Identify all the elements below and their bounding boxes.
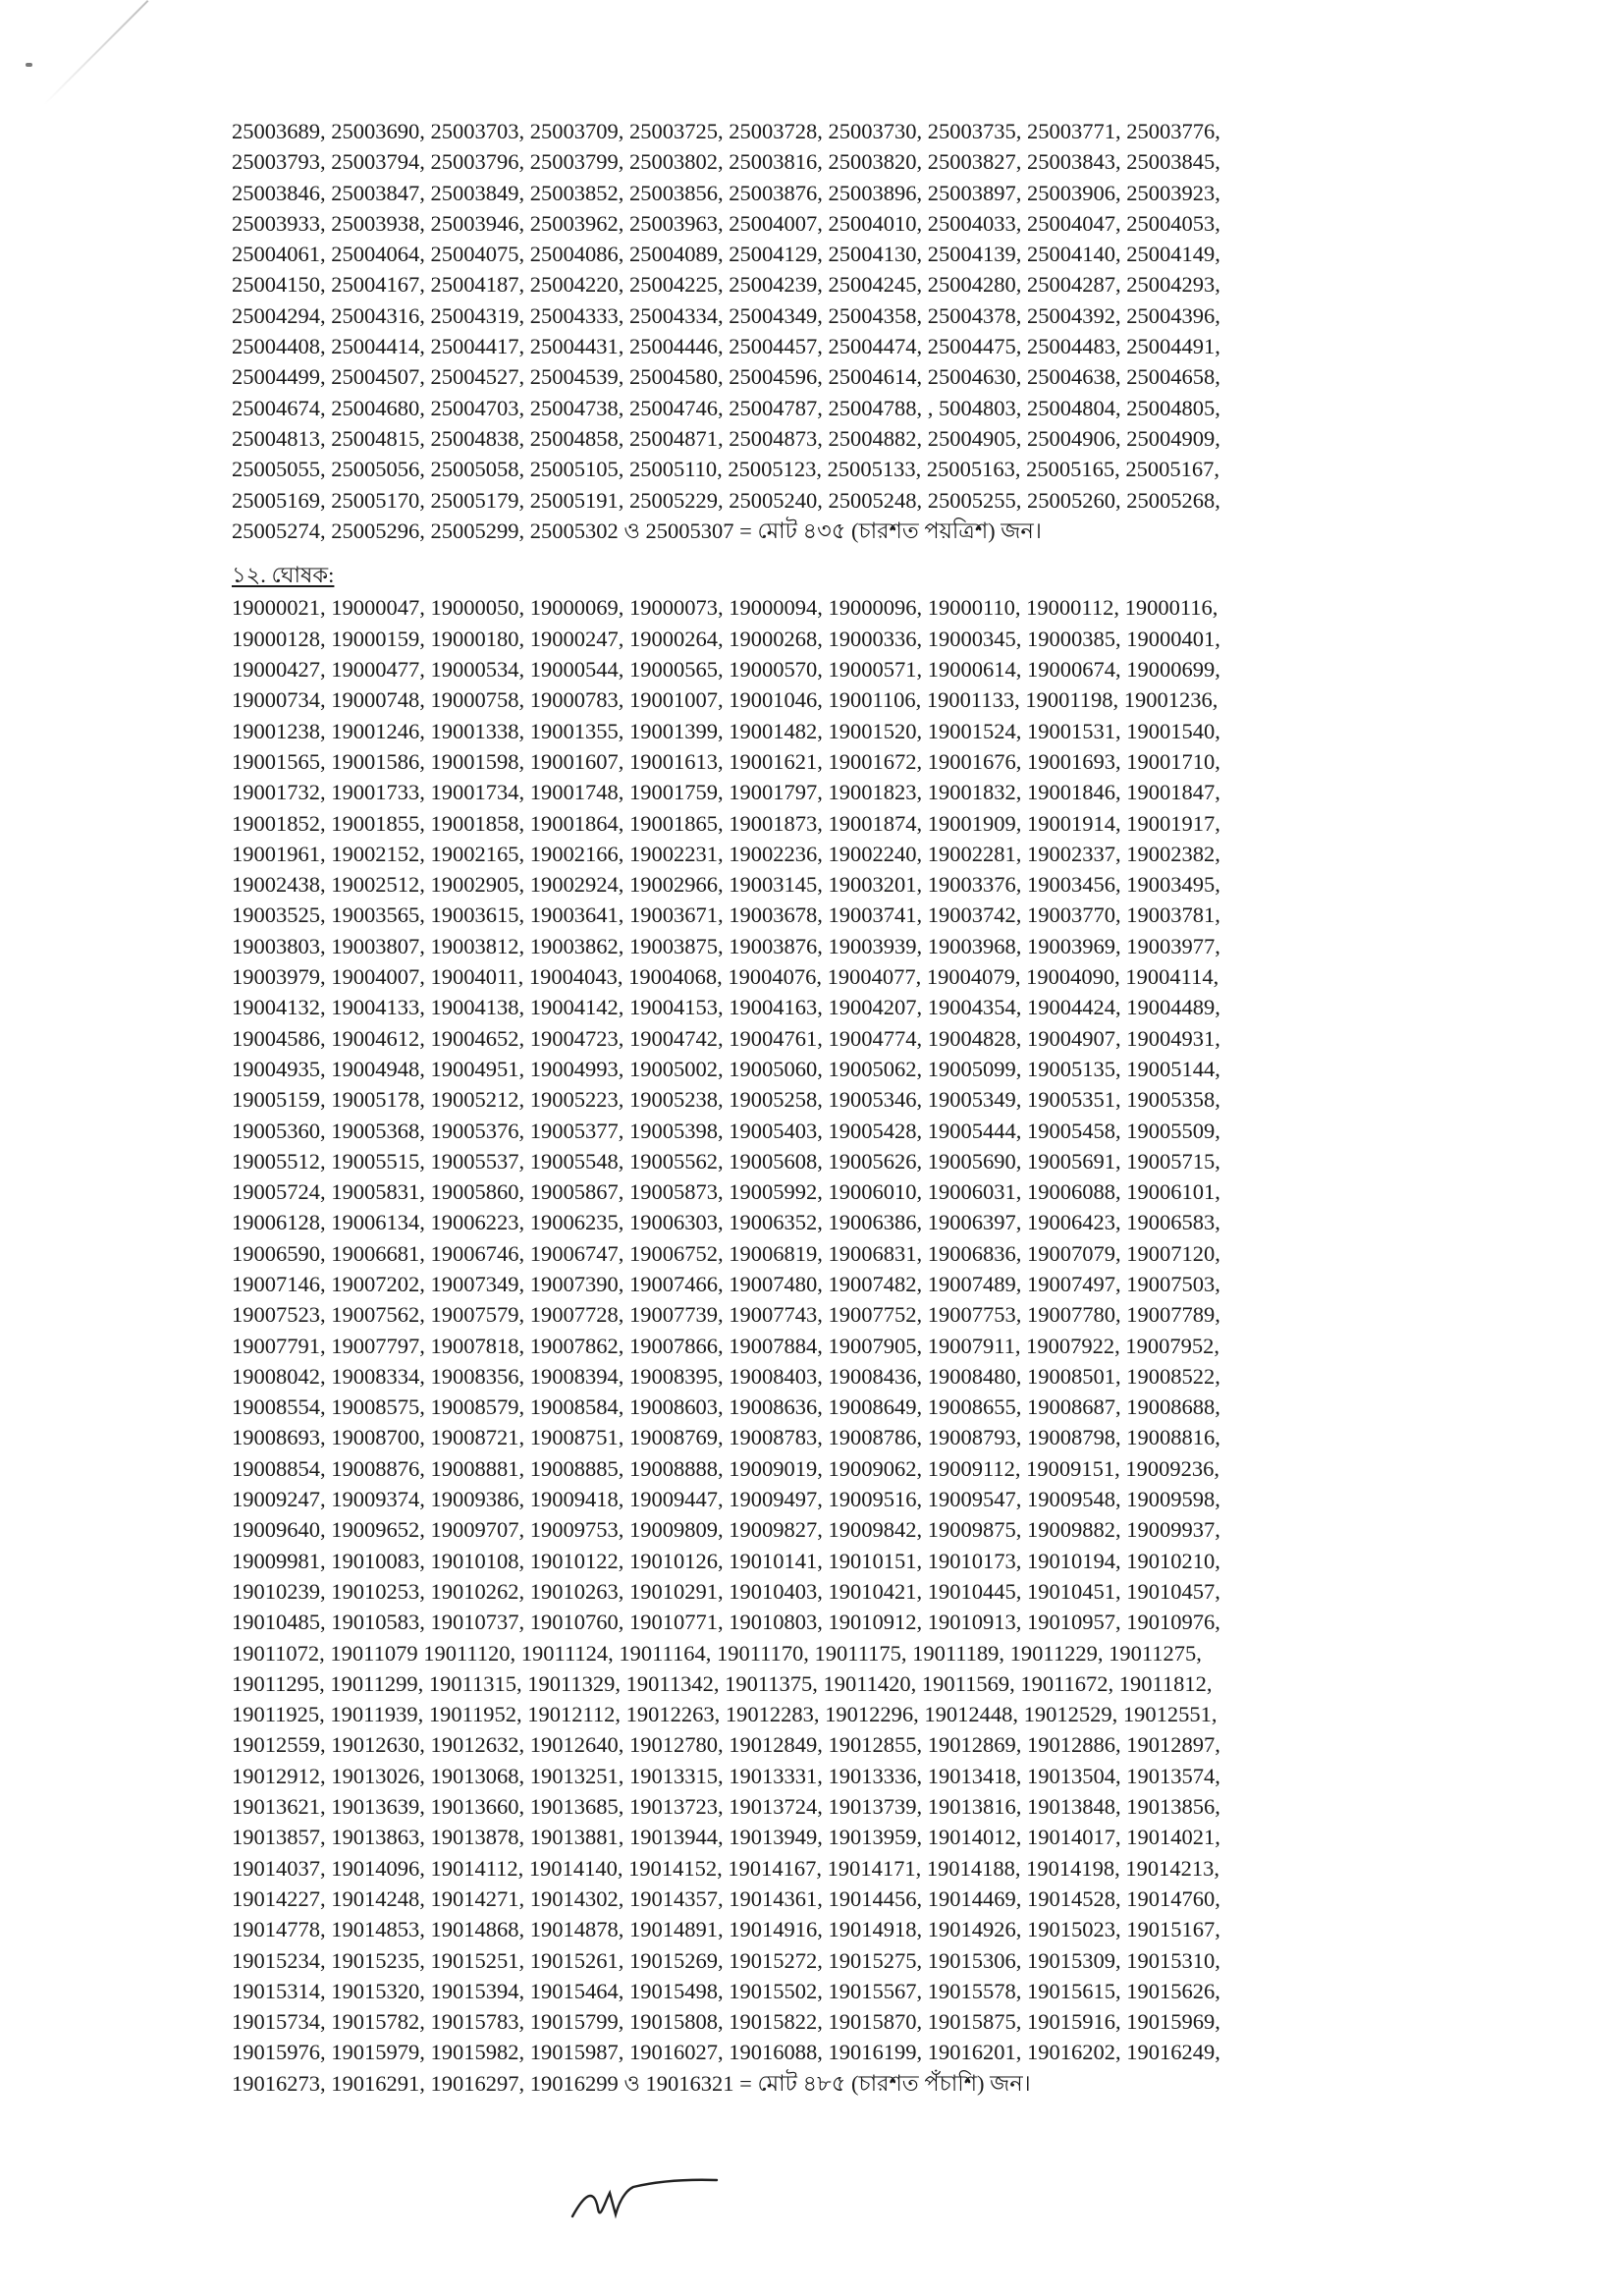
roll-number-line: 19010239, 19010253, 19010262, 19010263, 19010291, 19010403, 19010421, 19010445, 19010451, 19010457, — [232, 1578, 1220, 1604]
roll-number-line: 25004499, 25004507, 25004527, 25004539, 25004580, 25004596, 25004614, 25004630, 25004638, 25004658, — [232, 364, 1220, 390]
roll-number-line: 19003803, 19003807, 19003812, 19003862, 19003875, 19003876, 19003939, 19003968, 19003969, 19003977, — [232, 933, 1220, 958]
roll-number-line: 19014227, 19014248, 19014271, 19014302, 19014357, 19014361, 19014456, 19014469, 19014528, 19014760, — [232, 1885, 1220, 1911]
roll-number-line: 19001238, 19001246, 19001338, 19001355, 19001399, 19001482, 19001520, 19001524, 19001531, 19001540, — [232, 718, 1220, 743]
roll-number-line: 19000128, 19000159, 19000180, 19000247, 19000264, 19000268, 19000336, 19000345, 19000385, 19000401, — [232, 626, 1220, 651]
roll-number-line: 25003689, 25003690, 25003703, 25003709, 25003725, 25003728, 25003730, 25003735, 25003771, 25003776, — [232, 119, 1220, 143]
roll-number-line: 19000734, 19000748, 19000758, 19000783, 19001007, 19001046, 19001106, 19001133, 19001198, 19001236, — [232, 687, 1218, 713]
roll-number-line: 25005274, 25005296, 25005299, 25005302 ও 25005307 = মোট ৪৩৫ (চারশত পয়ত্রিশ) জন। — [232, 518, 1042, 543]
roll-list-section-b — [232, 592, 1469, 2099]
roll-number-line: 25004061, 25004064, 25004075, 25004086, 25004089, 25004129, 25004130, 25004139, 25004140, 25004149, — [232, 242, 1220, 267]
roll-number-line: 25004674, 25004680, 25004703, 25004738, 25004746, 25004787, 25004788, , 5004803, 25004804, 25004805, — [232, 395, 1220, 420]
roll-number-line: 19007146, 19007202, 19007349, 19007390, 19007466, 19007480, 19007482, 19007489, 19007497, 19007503, — [232, 1271, 1220, 1296]
roll-number-line: 19015314, 19015320, 19015394, 19015464, 19015498, 19015502, 19015567, 19015578, 19015615, 19015626, — [232, 1978, 1220, 2003]
roll-number-line: 19010485, 19010583, 19010737, 19010760, 19010771, 19010803, 19010912, 19010913, 19010957, 19010976, — [232, 1610, 1220, 1635]
section-heading-announcer — [232, 560, 1469, 590]
roll-number-line: 19011925, 19011939, 19011952, 19012112, 19012263, 19012283, 19012296, 19012448, 19012529, 19012551, — [232, 1702, 1218, 1727]
roll-number-line: 19002438, 19002512, 19002905, 19002924, 19002966, 19003145, 19003201, 19003376, 19003456, 19003495, — [232, 872, 1220, 898]
document-body — [232, 116, 1469, 2099]
roll-number-line: 19005360, 19005368, 19005376, 19005377, 19005398, 19005403, 19005428, 19005444, 19005458, 19005509, — [232, 1118, 1220, 1143]
roll-number-line: 19014037, 19014096, 19014112, 19014140, 19014152, 19014167, 19014171, 19014188, 19014198, 19014213, — [232, 1855, 1220, 1881]
scan-speck — [26, 63, 32, 67]
roll-number-line: 19005724, 19005831, 19005860, 19005867, 19005873, 19005992, 19006010, 19006031, 19006088, 19006101, — [232, 1179, 1220, 1205]
roll-number-line: 19009247, 19009374, 19009386, 19009418, 19009447, 19009497, 19009516, 19009547, 19009548, 19009598, — [232, 1487, 1220, 1512]
roll-number-line: 25005055, 25005056, 25005058, 25005105, 25005110, 25005123, 25005133, 25005163, 25005165, 25005167, — [232, 457, 1220, 482]
roll-number-line: 25004408, 25004414, 25004417, 25004431, 25004446, 25004457, 25004474, 25004475, 25004483, 25004491, — [232, 334, 1220, 359]
roll-number-line: 19012912, 19013026, 19013068, 19013251, 19013315, 19013331, 19013336, 19013418, 19013504, 19013574, — [232, 1763, 1220, 1788]
roll-number-line: 19015734, 19015782, 19015783, 19015799, 19015808, 19015822, 19015870, 19015875, 19015916, 19015969, — [232, 2009, 1220, 2035]
roll-number-line: 19008854, 19008876, 19008881, 19008885, 19008888, 19009019, 19009062, 19009112, 19009151, 19009236, — [232, 1455, 1220, 1481]
roll-number-line: 19000021, 19000047, 19000050, 19000069, 19000073, 19000094, 19000096, 19000110, 19000112, 19000116, — [232, 595, 1218, 621]
roll-number-line: 25004813, 25004815, 25004838, 25004858, 25004871, 25004873, 25004882, 25004905, 25004906, 25004909, — [232, 425, 1220, 451]
roll-list-section-a — [232, 116, 1469, 546]
roll-number-line: 19011295, 19011299, 19011315, 19011329, 19011342, 19011375, 19011420, 19011569, 19011672, 19011812, — [232, 1670, 1213, 1696]
roll-number-line: 19014778, 19014853, 19014868, 19014878, 19014891, 19014916, 19014918, 19014926, 19015023, 19015167, — [232, 1917, 1220, 1942]
roll-number-line: 19006590, 19006681, 19006746, 19006747, 19006752, 19006819, 19006831, 19006836, 19007079, 19007120, — [232, 1240, 1220, 1266]
roll-number-line: 19009981, 19010083, 19010108, 19010122, 19010126, 19010141, 19010151, 19010173, 19010194, 19010210, — [232, 1548, 1220, 1573]
roll-number-line: 25003846, 25003847, 25003849, 25003852, 25003856, 25003876, 25003896, 25003897, 25003906, 25003923, — [232, 180, 1220, 205]
roll-number-line: 19016273, 19016291, 19016297, 19016299 ও 19016321 = মোট ৪৮৫ (চারশত পঁচাশি) জন। — [232, 2070, 1031, 2096]
roll-number-line: 19004132, 19004133, 19004138, 19004142, 19004153, 19004163, 19004207, 19004354, 19004424, 19004489, — [232, 995, 1220, 1020]
roll-number-line: 19001732, 19001733, 19001734, 19001748, 19001759, 19001797, 19001823, 19001832, 19001846, 19001847, — [232, 780, 1220, 805]
roll-number-line: 19008042, 19008334, 19008356, 19008394, 19008395, 19008403, 19008436, 19008480, 19008501, 19008522, — [232, 1363, 1220, 1389]
roll-number-line: 19008554, 19008575, 19008579, 19008584, 19008603, 19008636, 19008649, 19008655, 19008687, 19008688, — [232, 1394, 1220, 1420]
roll-number-line: 19003525, 19003565, 19003615, 19003641, 19003671, 19003678, 19003741, 19003742, 19003770, 19003781, — [232, 902, 1220, 928]
roll-number-line: 25004294, 25004316, 25004319, 25004333, 25004334, 25004349, 25004358, 25004378, 25004392, 25004396, — [232, 302, 1220, 328]
roll-number-line: 25005169, 25005170, 25005179, 25005191, 25005229, 25005240, 25005248, 25005255, 25005260, 25005268, — [232, 487, 1220, 513]
roll-number-line: 19004935, 19004948, 19004951, 19004993, 19005002, 19005060, 19005062, 19005099, 19005135, 19005144, — [232, 1056, 1220, 1081]
signature-mark — [565, 2165, 722, 2234]
roll-number-line: 19008693, 19008700, 19008721, 19008751, 19008769, 19008783, 19008786, 19008793, 19008798, 19008816, — [232, 1425, 1220, 1450]
roll-number-line: 19009640, 19009652, 19009707, 19009753, 19009809, 19009827, 19009842, 19009875, 19009882, 19009937, — [232, 1517, 1220, 1543]
roll-number-line: 19005159, 19005178, 19005212, 19005223, 19005238, 19005258, 19005346, 19005349, 19005351, 19005358, — [232, 1087, 1220, 1113]
fold-mark — [43, 0, 148, 105]
roll-number-line: 19013621, 19013639, 19013660, 19013685, 19013723, 19013724, 19013739, 19013816, 19013848, 19013856, — [232, 1794, 1220, 1820]
roll-number-line: 19013857, 19013863, 19013878, 19013881, 19013944, 19013949, 19013959, 19014012, 19014017, 19014021, — [232, 1825, 1220, 1850]
roll-number-line: 25003933, 25003938, 25003946, 25003962, 25003963, 25004007, 25004010, 25004033, 25004047, 25004053, — [232, 210, 1220, 236]
roll-number-line: 19006128, 19006134, 19006223, 19006235, 19006303, 19006352, 19006386, 19006397, 19006423, 19006583, — [232, 1210, 1220, 1235]
roll-number-line: 25003793, 25003794, 25003796, 25003799, 25003802, 25003816, 25003820, 25003827, 25003843, 25003845, — [232, 149, 1220, 175]
roll-number-line: 19015234, 19015235, 19015251, 19015261, 19015269, 19015272, 19015275, 19015306, 19015309, 19015310, — [232, 1947, 1220, 1973]
section-heading-text: ১২. ঘোষক: — [232, 563, 335, 588]
roll-number-line: 25004150, 25004167, 25004187, 25004220, 25004225, 25004239, 25004245, 25004280, 25004287, 25004293, — [232, 272, 1220, 298]
roll-number-line: 19000427, 19000477, 19000534, 19000544, 19000565, 19000570, 19000571, 19000614, 19000674, 19000699, — [232, 657, 1220, 683]
roll-number-line: 19005512, 19005515, 19005537, 19005548, 19005562, 19005608, 19005626, 19005690, 19005691, 19005715, — [232, 1148, 1220, 1174]
section-gap — [232, 546, 1469, 560]
roll-number-line: 19001852, 19001855, 19001858, 19001864, 19001865, 19001873, 19001874, 19001909, 19001914, 19001917, — [232, 810, 1220, 836]
roll-number-line: 19004586, 19004612, 19004652, 19004723, 19004742, 19004761, 19004774, 19004828, 19004907, 19004931, — [232, 1025, 1220, 1051]
roll-number-line: 19012559, 19012630, 19012632, 19012640, 19012780, 19012849, 19012855, 19012869, 19012886, 19012897, — [232, 1732, 1220, 1758]
roll-number-line: 19007523, 19007562, 19007579, 19007728, 19007739, 19007743, 19007752, 19007753, 19007780, 19007789, — [232, 1302, 1220, 1328]
roll-number-line: 19001961, 19002152, 19002165, 19002166, 19002231, 19002236, 19002240, 19002281, 19002337, 19002382, — [232, 841, 1220, 866]
roll-number-line: 19003979, 19004007, 19004011, 19004043, 19004068, 19004076, 19004077, 19004079, 19004090, 19004114, — [232, 964, 1219, 990]
roll-number-line: 19001565, 19001586, 19001598, 19001607, 19001613, 19001621, 19001672, 19001676, 19001693, 19001710, — [232, 748, 1220, 774]
roll-number-line: 19011072, 19011079 19011120, 19011124, 19011164, 19011170, 19011175, 19011189, 19011229, 19011275, — [232, 1640, 1202, 1666]
roll-number-line: 19015976, 19015979, 19015982, 19015987, 19016027, 19016088, 19016199, 19016201, 19016202, 19016249, — [232, 2040, 1220, 2065]
roll-number-line: 19007791, 19007797, 19007818, 19007862, 19007866, 19007884, 19007905, 19007911, 19007922, 19007952, — [232, 1333, 1220, 1358]
